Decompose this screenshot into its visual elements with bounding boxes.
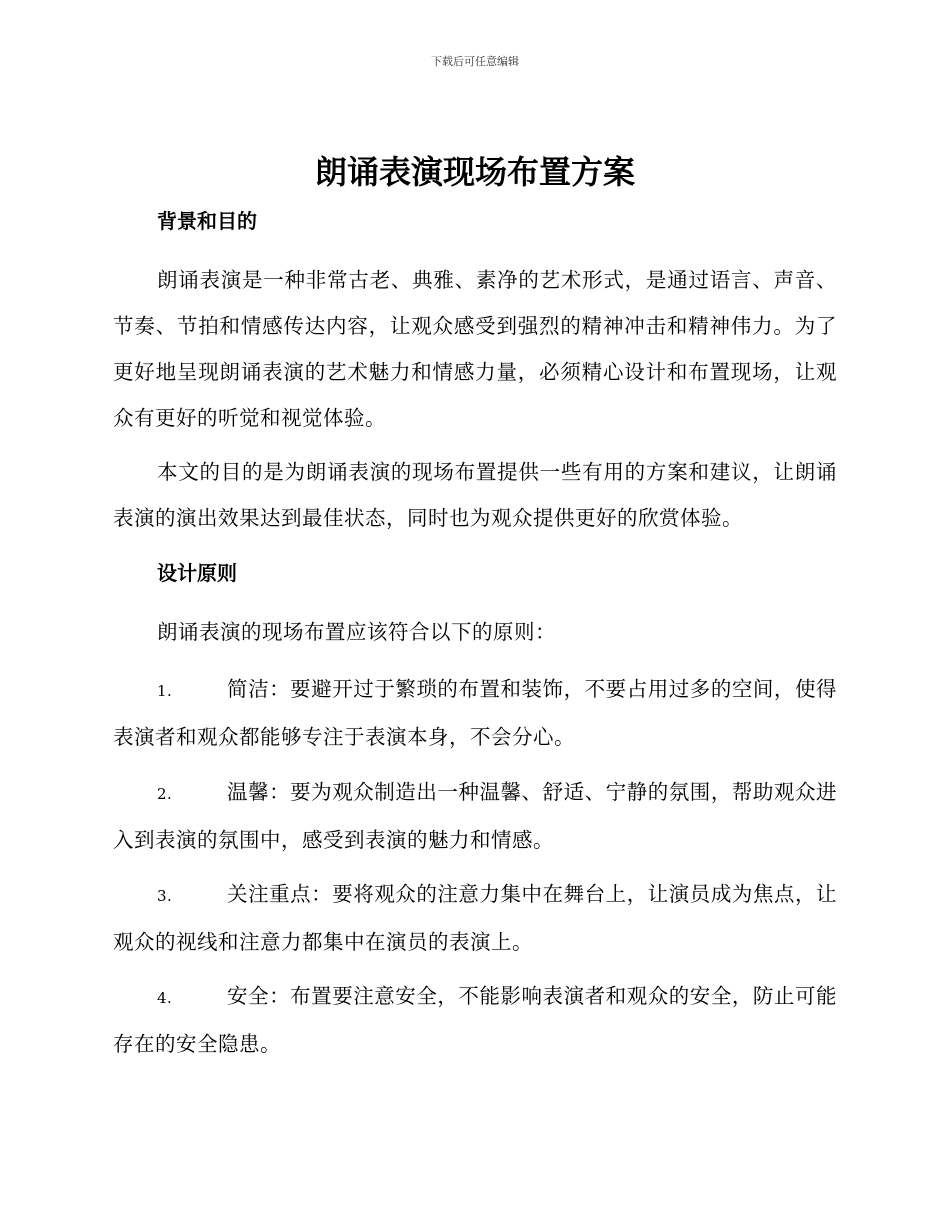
section-heading-background: 背景和目的 [157,209,257,233]
header-note: 下载后可任意编辑 [431,55,519,68]
principle-text: 温馨：要为观众制造出一种温馨、舒适、宁静的氛围，帮助观众进入到表演的氛围中，感受到表演的魅力和情感。 [113,780,837,852]
paragraph-background-1: 朗诵表演是一种非常古老、典雅、素净的艺术形式，是通过语言、声音、节奏、节拍和情感传达内容，让观众感受到强烈的精神冲击和精神伟力。为了更好地呈现朗诵表演的艺术魅力和情感力量，必须精心设计和布置现场，让观众有更好的听觉和视觉体验。 [113,268,837,430]
paragraph-background-2: 本文的目的是为朗诵表演的现场布置提供一些有用的方案和建议，让朗诵表演的演出效果达到最佳状态，同时也为观众提供更好的欣赏体验。 [113,460,837,530]
principle-item-3 [113,871,837,965]
principle-number: 4. [157,989,173,1007]
principle-item-1 [113,666,837,760]
principle-number: 1. [157,682,173,700]
section-heading-principles: 设计原则 [157,561,237,585]
principle-item-4 [113,973,837,1067]
principle-number: 3. [157,887,173,905]
principle-text: 关注重点：要将观众的注意力集中在舞台上，让演员成为焦点，让观众的视线和注意力都集中在演员的表演上。 [113,882,837,954]
paragraph-principles-intro: 朗诵表演的现场布置应该符合以下的原则： [157,620,556,644]
principle-item-2 [113,769,837,863]
principle-text: 简洁：要避开过于繁琐的布置和装饰，不要占用过多的空间，使得表演者和观众都能够专注于表演本身，不会分心。 [113,677,837,749]
document-title: 朗诵表演现场布置方案 [314,153,635,191]
principle-text: 安全：布置要注意安全，不能影响表演者和观众的安全，防止可能存在的安全隐患。 [113,984,837,1056]
principle-number: 2. [157,785,173,803]
